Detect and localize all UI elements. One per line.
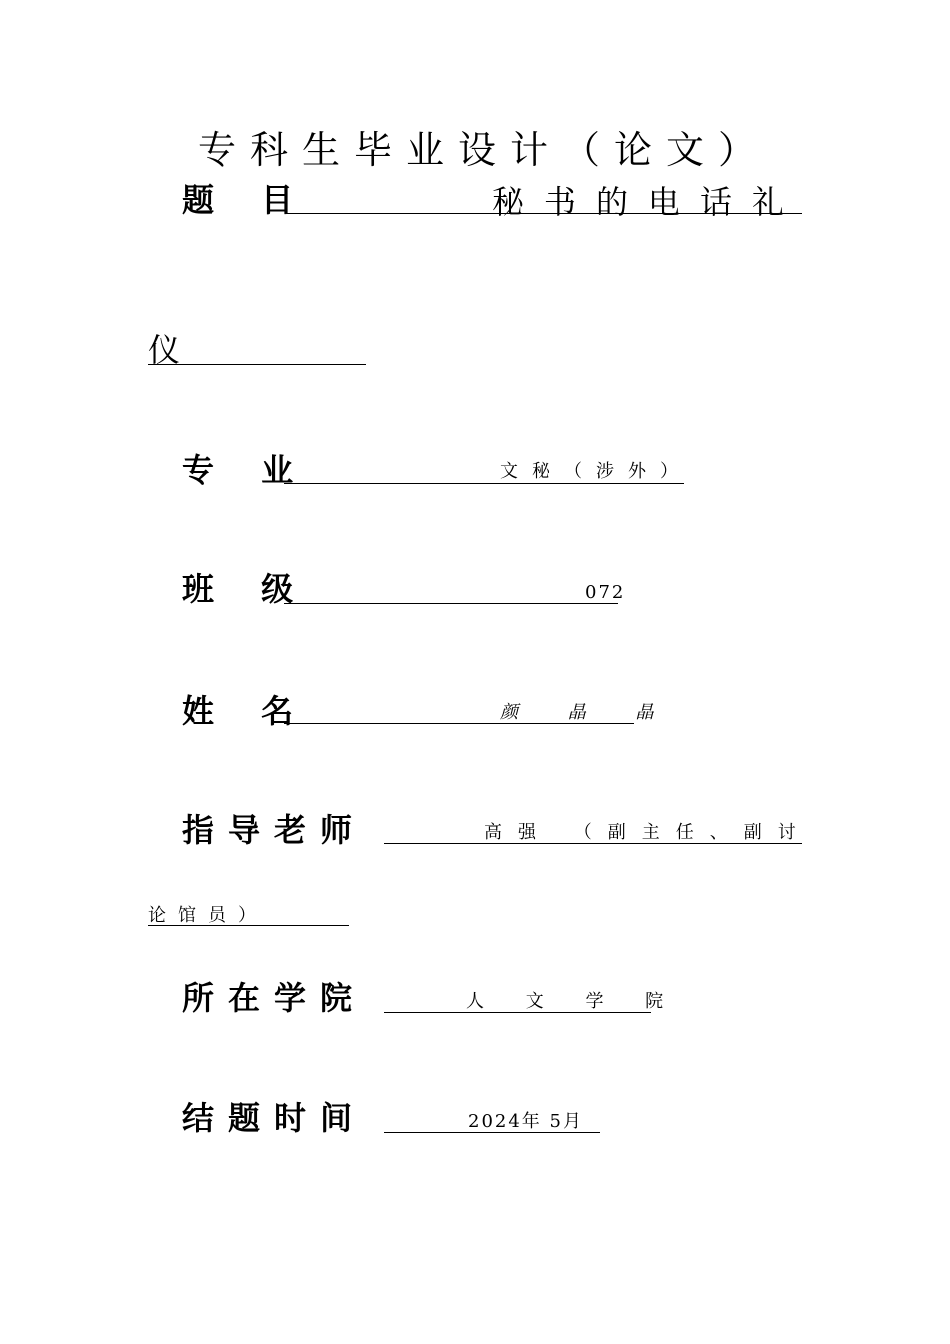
advisor-value-line2: 论馆员）	[148, 905, 268, 926]
topic-underline-2	[148, 364, 366, 365]
date-label: 结题时间	[182, 1099, 367, 1137]
name-value: 颜 晶 晶	[500, 702, 676, 723]
date-value: 2024年 5月	[468, 1111, 583, 1132]
name-label: 姓 名	[182, 692, 312, 730]
topic-value-line2: 仪	[148, 331, 201, 369]
college-label: 所在学院	[182, 979, 367, 1017]
college-value: 人 文 学 院	[466, 991, 682, 1012]
major-value: 文秘（涉外）	[500, 461, 692, 482]
document-title: 专科生毕业设计（论文）	[198, 128, 771, 172]
class-label: 班 级	[182, 570, 312, 608]
advisor-label: 指导老师	[182, 811, 367, 849]
class-value: 072	[585, 582, 626, 603]
advisor-underline-2	[148, 925, 349, 926]
class-underline	[284, 603, 618, 604]
major-label: 专 业	[182, 451, 312, 489]
topic-label: 题 目	[182, 181, 312, 219]
topic-value-line1: 秘书的电话礼	[492, 183, 805, 221]
advisor-value-line1: 高强 （副主任、副讨	[484, 822, 812, 843]
